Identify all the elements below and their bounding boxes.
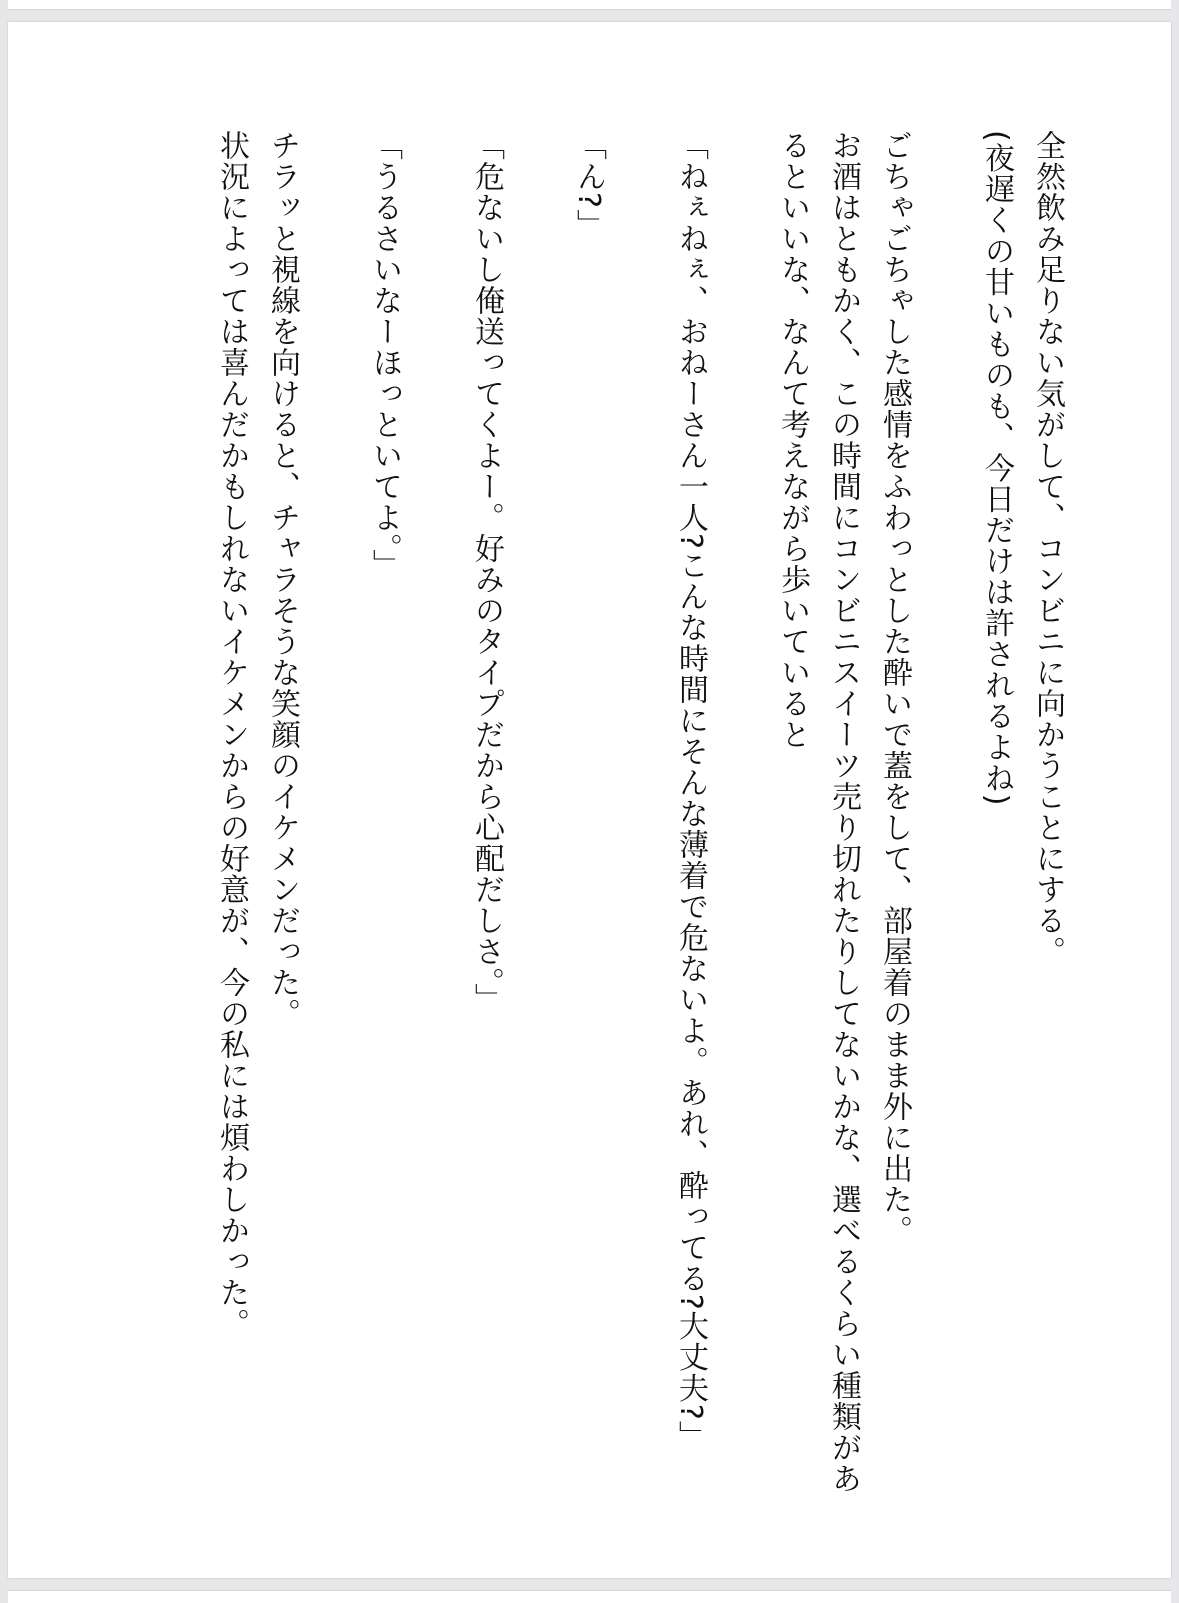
paragraph: ごちゃごちゃした感情をふわっとした酔いで蓋をして、部屋着のまま外に出た。	[877, 130, 912, 1246]
paragraph: (夜遅くの甘いものも、今日だけは許されるよね)	[979, 130, 1014, 807]
dialogue-line: 「ねぇねぇ、おねーさん一人?こんな時間にそんな薄着で危ないよ。あれ、酔ってる?大丈夫?」	[673, 130, 708, 1452]
paragraph: 全然飲み足りない気がして、コンビニに向かうことにする。	[1030, 130, 1065, 967]
blank-line	[716, 130, 767, 1500]
paragraph: 状況によっては喜んだかもしれないイケメンからの好意が、今の私には煩わしかった。	[214, 130, 249, 1339]
vertical-text-body	[206, 130, 1073, 1500]
dialogue-line: 「ん?」	[571, 130, 606, 240]
paragraph: お酒はともかく、この時間にコンビニスイーツ売り切れたりしてないかな、選べるくらい種類があ	[826, 130, 861, 1494]
next-page	[8, 1590, 1171, 1603]
paragraph: るといいな、なんて考えながら歩いていると	[775, 130, 810, 750]
blank-line	[614, 130, 665, 1500]
dialogue-line: 「危ないし俺送ってくよー。好みのタイプだから心配だしさ。」	[469, 130, 504, 1014]
blank-line	[512, 130, 563, 1500]
blank-line	[410, 130, 461, 1500]
blank-line	[308, 130, 359, 1500]
previous-page	[8, 0, 1171, 10]
paragraph: チラッと視線を向けると、チャラそうな笑顔のイケメンだった。	[265, 130, 300, 1029]
blank-line	[920, 130, 971, 1500]
document-page	[8, 22, 1171, 1578]
dialogue-line: 「うるさいなーほっといてよ。」	[367, 130, 402, 580]
